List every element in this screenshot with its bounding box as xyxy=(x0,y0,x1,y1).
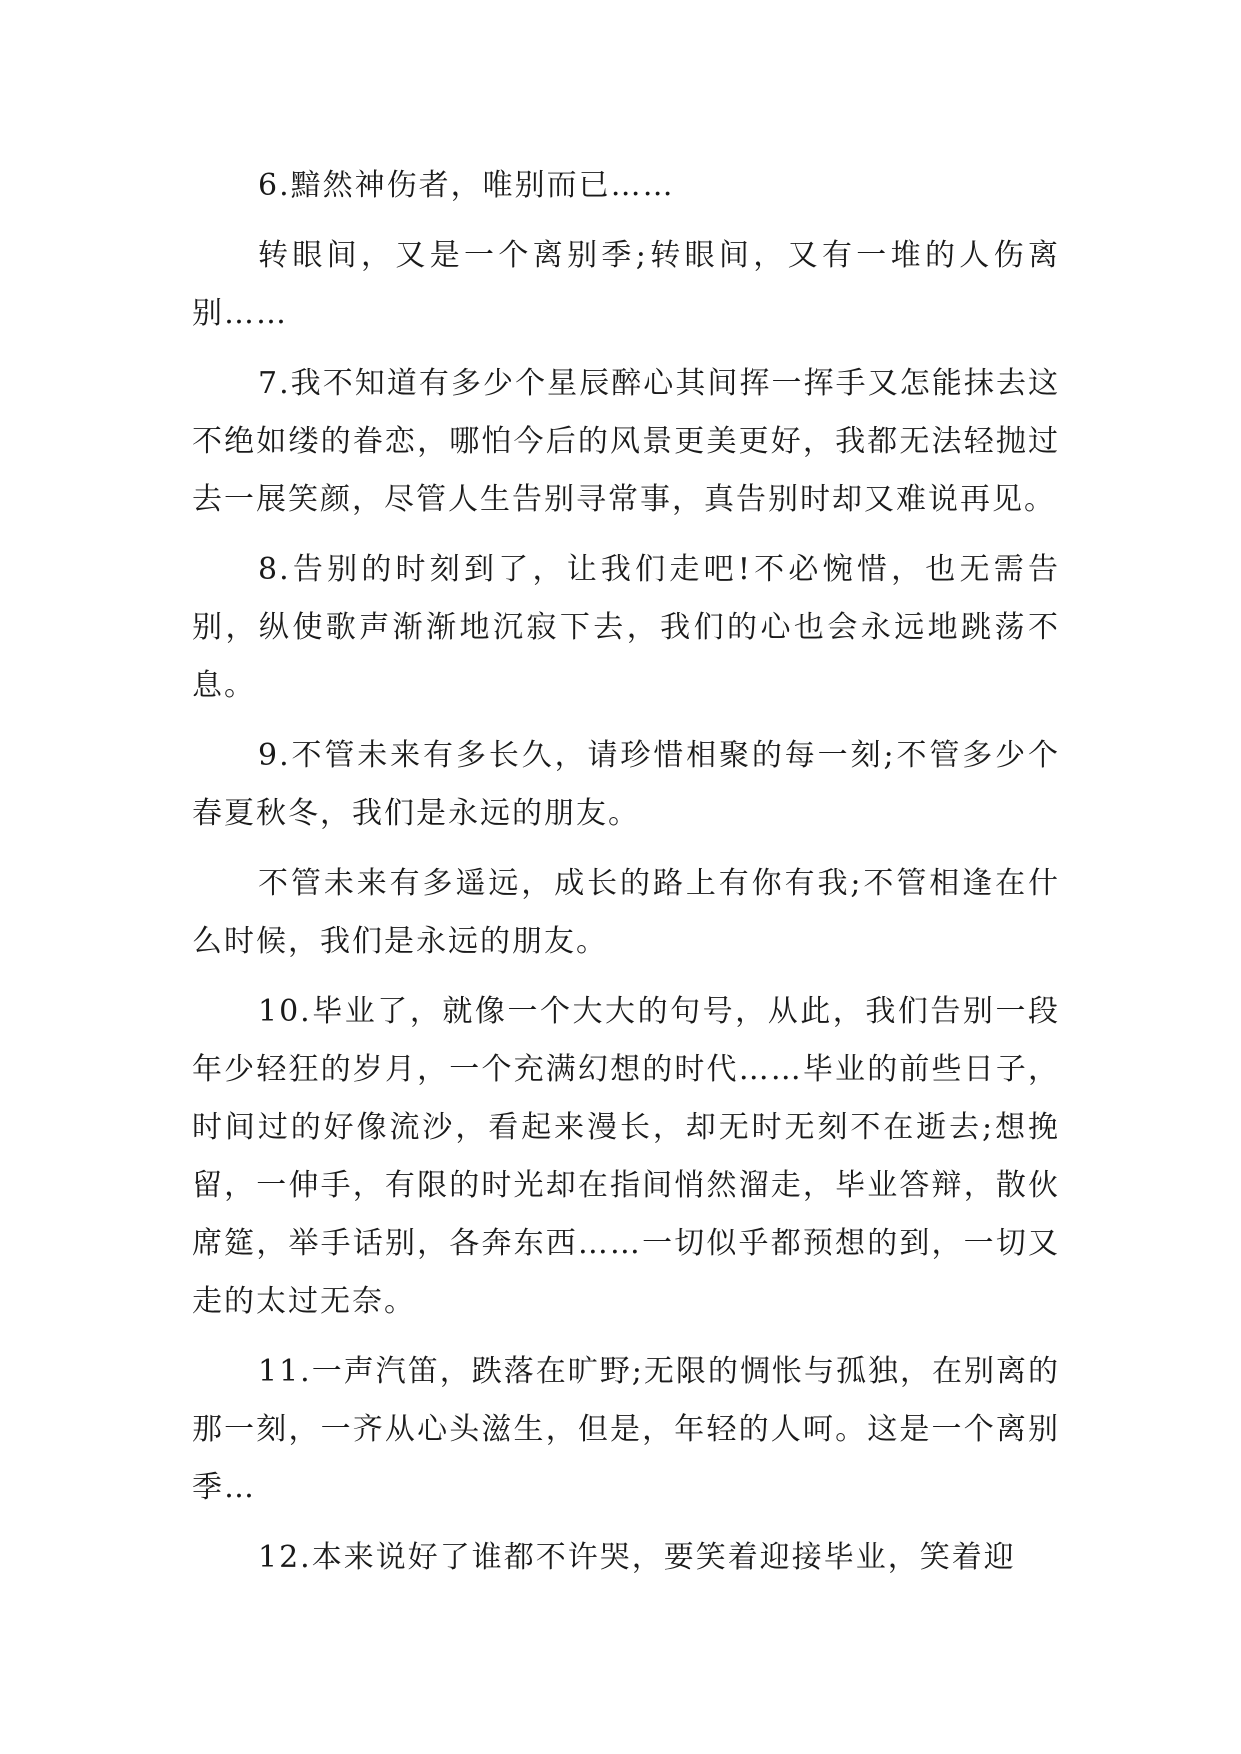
paragraph-12: 12.本来说好了谁都不许哭，要笑着迎接毕业，笑着迎 xyxy=(258,1540,1016,1575)
paragraph-6: 6.黯然神伤者，唯别而已…… xyxy=(258,168,675,203)
paragraph-10: 10.毕业了，就像一个大大的句号，从此，我们告别一段年少轻狂的岁月，一个充满幻想的时代……毕业的前些日子，时间过的好像流沙，看起来漫长，却无时无刻不在逝去;想挽留，一伸手，有限的时光却在指间悄然溜走，毕业答辩，散伙席筵，举手话别，各奔东西……一切似乎都预想的到，一切又走的太过无奈。 xyxy=(192,994,1060,1319)
paragraph-8: 8.告别的时刻到了，让我们走吧!不必惋惜，也无需告别，纵使歌声渐渐地沉寂下去，我们的心也会永远地跳荡不息。 xyxy=(192,552,1060,703)
paragraph-9: 9.不管未来有多长久，请珍惜相聚的每一刻;不管多少个春夏秋冬，我们是永远的朋友。 xyxy=(192,738,1060,831)
paragraph-9-continued: 不管未来有多遥远，成长的路上有你有我;不管相逢在什么时候，我们是永远的朋友。 xyxy=(192,866,1060,959)
paragraph-7: 7.我不知道有多少个星辰醉心其间挥一挥手又怎能抹去这不绝如缕的眷恋，哪怕今后的风景更美更好，我都无法轻抛过去一展笑颜，尽管人生告别寻常事，真告别时却又难说再见。 xyxy=(192,366,1060,517)
paragraph-6-continued: 转眼间，又是一个离别季;转眼间，又有一堆的人伤离别…… xyxy=(192,238,1060,331)
paragraph-11: 11.一声汽笛，跌落在旷野;无限的惆怅与孤独，在别离的那一刻，一齐从心头滋生，但是，年轻的人呵。这是一个离别季… xyxy=(192,1354,1060,1505)
document-body xyxy=(192,157,1060,1599)
